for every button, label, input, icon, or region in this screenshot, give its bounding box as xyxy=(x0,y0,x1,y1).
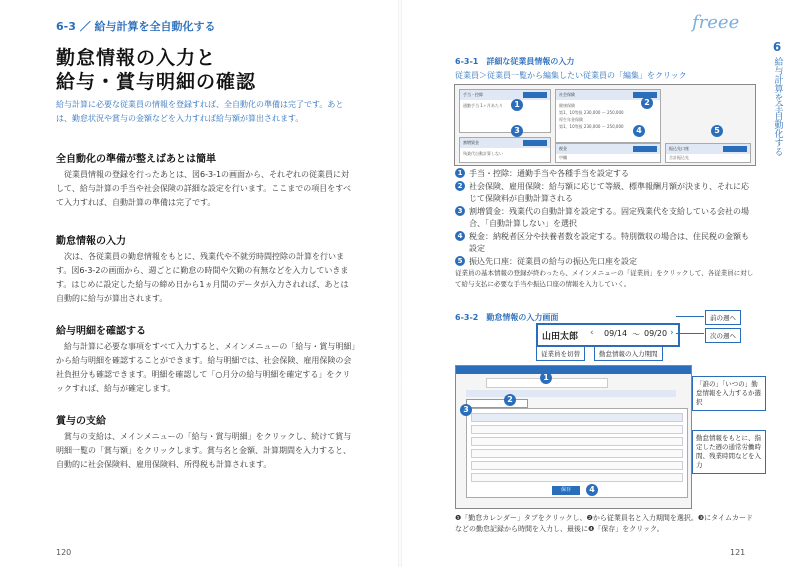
table-row[interactable] xyxy=(471,449,683,458)
heading-meisai: 給与明細を確認する xyxy=(56,326,146,337)
figure-1-screenshot xyxy=(454,84,756,166)
marker-4: 4 xyxy=(455,231,465,241)
list-item-text: 税金：納税者区分や扶養者数を設定する。特別徴収の場合は、住民税の金額も設定 xyxy=(469,232,749,253)
callout-input-period: 勤怠情報の入力期間 xyxy=(594,346,663,361)
box-overtime xyxy=(459,137,551,163)
section-heading: 6-3 ／ 給与計算を全自動化する xyxy=(56,20,216,33)
next-week-icon[interactable]: › xyxy=(670,328,674,338)
save-button[interactable]: 保存 xyxy=(552,486,580,495)
box-allowance xyxy=(459,89,551,133)
sample-row: 第1、10等級 230,000 〜 250,000 xyxy=(559,110,624,115)
marker-5: 5 xyxy=(711,125,723,137)
heading-shoyo: 賞与の支給 xyxy=(56,416,106,427)
table-row[interactable] xyxy=(471,425,683,434)
list-item xyxy=(455,206,755,230)
edit-button[interactable] xyxy=(523,92,547,98)
box-bank xyxy=(665,143,751,163)
title-line-2: 給与・賞与明細の確認 xyxy=(56,71,257,93)
callout-line xyxy=(676,316,704,317)
marker-2: 2 xyxy=(504,394,516,406)
sample-row: 健康保険 xyxy=(559,103,575,108)
figure-2-screenshot xyxy=(455,365,692,509)
table-row[interactable] xyxy=(471,437,683,446)
sample-row: 厚生年金保険 xyxy=(559,117,583,122)
marker-5: 5 xyxy=(455,256,465,266)
list-item-text: 手当・控除：通勤手当や各種手当を設定する xyxy=(469,169,629,178)
figure-2-label: 6-3-2 勤怠情報の入力画面 xyxy=(455,313,559,322)
marker-2: 2 xyxy=(641,97,653,109)
paragraph-kintai: 次は、各従業員の勤怠情報をもとに、残業代や不就労時間控除の計算を行います。図6-3-2の画面から、週ごとに勤怠の時間や欠勤の有無などを入力していきます。はじめに設定した給与の締め日から1ヵ月間のデータが入力されれば、あとは自動的に給与が算出されます。 xyxy=(56,252,349,303)
callout-switch-employee: 従業員を切替 xyxy=(536,346,585,361)
marker-1: 1 xyxy=(540,372,552,384)
sample-row: 合計振込先 xyxy=(669,155,689,160)
list-item-text: 社会保険、雇用保険：給与額に応じて等級、標準報酬月額が決まり、それに応じて保険料が自動計算される xyxy=(469,182,749,203)
marker-2: 2 xyxy=(455,181,465,191)
figure-2-caption: ❶「勤怠カレンダー」タブをクリックし、❷から従業員名と入力期間を選択。❸にタイムカードなどの勤怠記録から時間を入力し、最後に❹「保存」をクリック。 xyxy=(455,514,753,533)
lead-text: 給与計算に必要な従業員の情報を登録すれば、全自動化の準備は完了です。あとは、勤怠状況や賞与の金額などを入力すれば給与額が算出されます。 xyxy=(56,100,344,123)
heading-ready: 全自動化の準備が整えばあとは簡単 xyxy=(56,154,216,165)
title-line-1: 勤怠情報の入力と xyxy=(56,47,217,69)
marker-1: 1 xyxy=(455,168,465,178)
box-tax xyxy=(555,143,661,163)
employee-period-selector[interactable] xyxy=(536,323,680,347)
employee-select[interactable] xyxy=(466,399,528,408)
list-item xyxy=(455,168,755,180)
chapter-tab-number: 6 xyxy=(772,40,782,54)
sample-row: 残業代自動計算しない xyxy=(463,151,503,156)
sample-row: 甲欄 xyxy=(559,155,567,160)
edit-button[interactable] xyxy=(723,146,747,152)
sample-row: 通勤手当 1ヶ月あたり xyxy=(463,103,503,108)
list-item-text: 振込先口座：従業員の給与の振込先口座を設定 xyxy=(469,257,637,266)
marker-1: 1 xyxy=(511,99,523,111)
callout-next-week: 次の週へ xyxy=(705,328,741,343)
table-row[interactable] xyxy=(471,461,683,470)
page-number-left: 120 xyxy=(56,548,72,557)
list-item xyxy=(455,231,755,255)
heading-kintai: 勤怠情報の入力 xyxy=(56,236,126,247)
marker-4: 4 xyxy=(633,125,645,137)
paragraph-meisai: 給与計算に必要な事項をすべて入力すると、メインメニューの「給与・賞与明細」から給与明細を確認することができます。給与明細では、社会保険、雇用保険の会社負担分も確認できます。明細を確認して「○月分の給与明細を確定する」をクリックすれば、給与が確定します。 xyxy=(56,342,356,393)
list-item xyxy=(455,256,755,268)
app-topbar xyxy=(456,366,691,374)
list-item-text: 割増賃金：残業代の自動計算を設定する。固定残業代を支給している会社の場合、「自動計算しない」を選択 xyxy=(469,207,749,228)
page-title xyxy=(56,46,256,94)
sample-row: 第1、10等級 230,000 〜 250,000 xyxy=(559,124,624,129)
box-social-header: 社会保険 xyxy=(556,90,660,100)
item-list xyxy=(455,168,755,269)
marker-3: 3 xyxy=(455,206,465,216)
chapter-tab-text: 給与計算を全自動化する xyxy=(772,57,783,156)
prev-week-icon[interactable]: ‹ xyxy=(590,328,594,338)
callout-line xyxy=(676,333,704,334)
date-to[interactable]: 09/20 xyxy=(644,329,668,338)
marker-3: 3 xyxy=(511,125,523,137)
paragraph-shoyo: 賞与の支給は、メインメニューの「給与・賞与明細」をクリックし、続けて賞与明細一覧の「賞与額」をクリックします。賞与名と金額、計算期間を入力すると、自動的に社会保険料、雇用保険料、所得税も計算されます。 xyxy=(56,432,352,469)
edit-button[interactable] xyxy=(523,140,547,146)
figure-1-label: 6-3-1 詳細な従業員情報の入力 xyxy=(455,57,575,66)
freee-logo: freee xyxy=(692,12,740,33)
list-item xyxy=(455,181,755,205)
box-tax-header: 税金 xyxy=(556,144,660,154)
timecard-grid xyxy=(466,408,688,498)
box-bank-header: 振込先口座 xyxy=(666,144,750,154)
paragraph-ready: 従業員情報の登録を行ったあとは、図6-3-1の画面から、それぞれの従業員に対して、給与計算の手当や社会保険の詳細な設定を行います。ここまでの項目をすべて入力すれば、自動計算の準備は完了です。 xyxy=(56,170,352,207)
page-number-right: 121 xyxy=(730,548,746,557)
box-allowance-header: 手当・控除 xyxy=(460,90,550,100)
box-overtime-header: 割増賃金 xyxy=(460,138,550,148)
marker-4: 4 xyxy=(586,484,598,496)
employee-name[interactable]: 山田太郎 xyxy=(542,332,579,342)
tab-bar xyxy=(466,390,676,397)
figure-1-caption: 従業員＞従業員一覧から編集したい従業員の「編集」をクリック xyxy=(455,71,687,80)
side-note-input: 勤怠情報をもとに、指定した週の通常労働時間、残業時間などを入力 xyxy=(692,430,766,474)
side-note-who-when: 「誰の」「いつの」勤怠情報を入力するか選択 xyxy=(692,376,766,411)
table-row[interactable] xyxy=(471,473,683,482)
grid-header-row xyxy=(471,413,683,422)
date-from[interactable]: 09/14 xyxy=(604,329,628,338)
marker-3: 3 xyxy=(460,404,472,416)
range-tilde-icon: 〜 xyxy=(632,330,640,339)
chapter-tab xyxy=(766,42,788,156)
callout-prev-week: 前の週へ xyxy=(705,310,741,325)
edit-button[interactable] xyxy=(633,146,657,152)
note-text: 従業員の基本情報の登録が終わったら、メインメニューの「従業員」をクリックして、各従業員に対して給与支払に必要な手当や振込口座の情報を入力していく。 xyxy=(455,269,754,288)
